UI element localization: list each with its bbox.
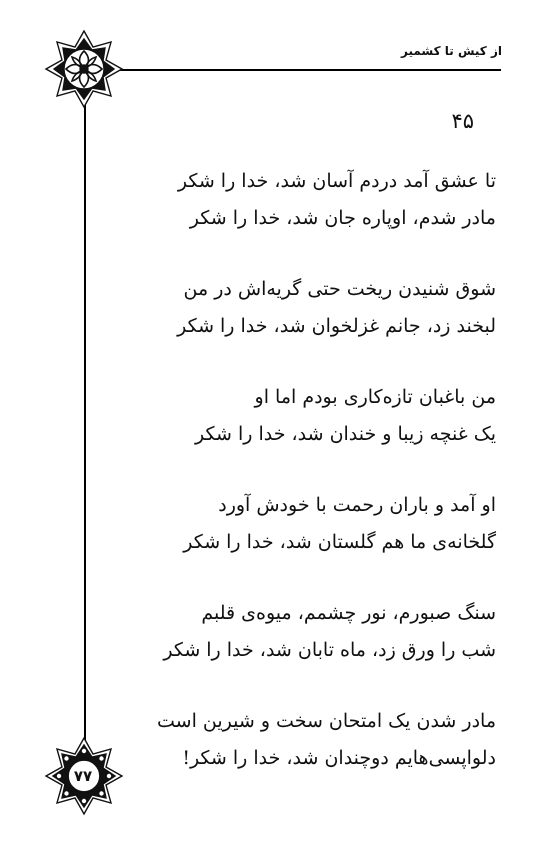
stanza xyxy=(116,602,496,661)
floral-medallion-icon xyxy=(44,29,124,109)
verse-line: لبخند زد، جانم غزلخوان شد، خدا را شکر xyxy=(177,315,496,337)
verse-line: سنگ صبورم، نور چشمم، میوه‌ی قلبم xyxy=(201,602,496,624)
stanza xyxy=(116,170,496,229)
verse-line: من باغبان تازه‌کاری بودم اما او xyxy=(254,386,496,408)
verse-line: تا عشق آمد دردم آسان شد، خدا را شکر xyxy=(177,170,496,192)
verse-line: شوق شنیدن ریخت حتی گریه‌اش در من xyxy=(183,278,496,300)
verse-line: شب را ورق زد، ماه تابان شد، خدا را شکر xyxy=(163,639,496,661)
verse-line: یک غنچه زیبا و خندان شد، خدا را شکر xyxy=(195,423,496,445)
stanza xyxy=(116,386,496,445)
verse-line: مادر شدم، اوپاره جان شد، خدا را شکر xyxy=(189,207,496,229)
page-number: ۷۷ xyxy=(73,767,93,785)
verse-line: دلواپسی‌هایم دوچندان شد، خدا را شکر! xyxy=(182,747,496,769)
verse-line: گلخانه‌ی ما هم گلستان شد، خدا را شکر xyxy=(183,531,496,553)
verse-line: مادر شدن یک امتحان سخت و شیرین است xyxy=(157,710,496,732)
header-rule xyxy=(78,69,501,71)
stanza xyxy=(116,494,496,553)
verse-line: او آمد و باران رحمت با خودش آورد xyxy=(218,494,496,516)
poem-number: ۴۵ xyxy=(451,109,474,133)
book-title: از کیش تا کشمیر xyxy=(400,44,502,58)
poem-body xyxy=(116,170,496,818)
stanza xyxy=(116,278,496,337)
stanza xyxy=(116,710,496,769)
margin-rule xyxy=(84,69,86,776)
